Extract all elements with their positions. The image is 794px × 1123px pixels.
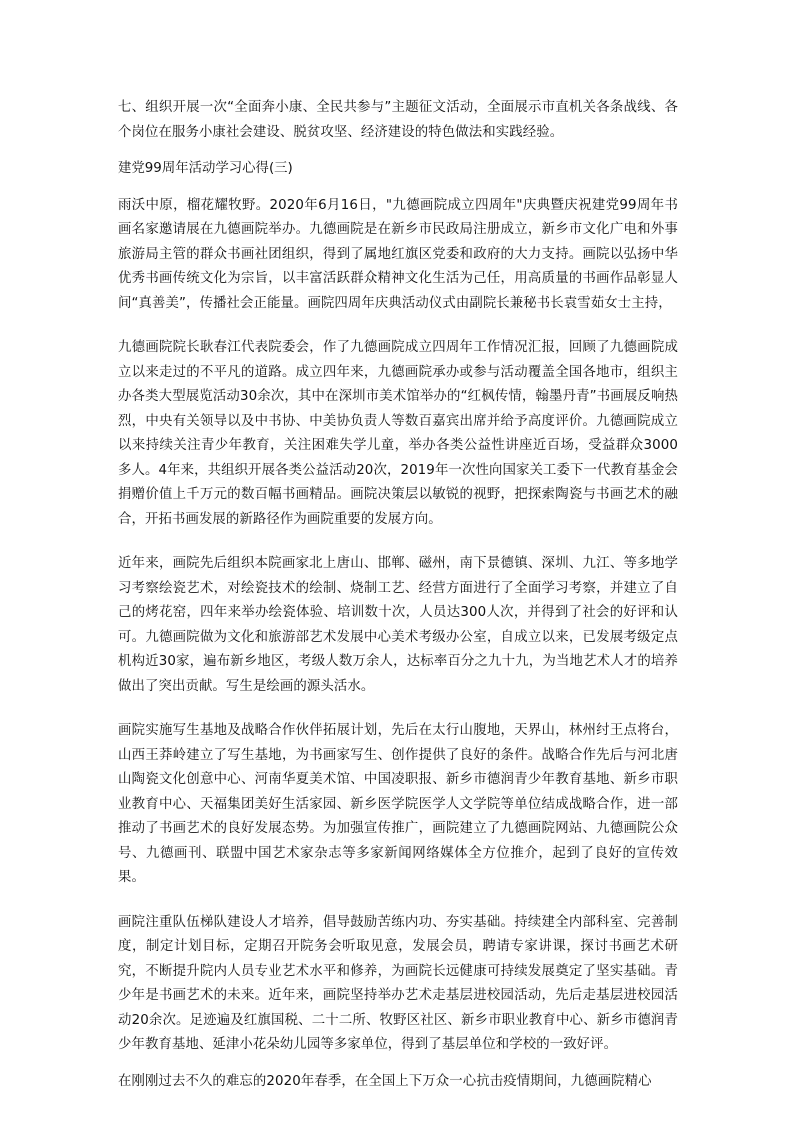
spacer xyxy=(118,699,678,719)
section-heading: 建党99周年活动学习心得(三) xyxy=(118,161,293,176)
spacer xyxy=(118,1058,678,1070)
paragraph-team-building: 画院注重队伍梯队建设人才培养，倡导鼓励苦练内功、夯实基础。持续建全内部科室、完善制度，制定计划目标，定期召开院务会听取见意，发展会员，聘请专家讲课，探讨书画艺术研究，不断提升院内人员专业艺术水平和修养，为画院长远健康可持续发展奠定了坚实基础。青少年是书画艺术的未来。近年来，画院坚持举办艺术走基层进校园活动，先后走基层进校园活动20余次。足迹遍及红旗国税、二十二所、牧野区社区、新乡市职业教育中心、新乡市德润青少年教育基地、延津小花朵幼儿园等多家单位，得到了基层单位和学校的一致好评。 xyxy=(118,914,678,1052)
spacer xyxy=(118,145,678,157)
paragraph-essay-activity: 七、组织开展一次“全面奔小康、全民共参与”主题征文活动，全面展示市直机关各条战线、各个岗位在服务小康社会建设、脱贫攻坚、经济建设的特色做法和实践经验。 xyxy=(118,100,678,140)
spacer xyxy=(118,891,678,911)
paragraph-intro: 雨沃中原，榴花耀牧野。2020年6月16日，"九德画院成立四周年"庆典暨庆祝建党99周年书画名家邀请展在九德画院举办。九德画院是在新乡市民政局注册成立，新乡市文化广电和外事旅游局主管的群众书画社团组织，得到了属地红旗区党委和政府的大力支持。画院以弘扬中华优秀书画传统文化为宗旨，以丰富活跃群众精神文化生活为己任，用高质量的书画作品彰显人间“真善美”，传播社会正能量。画院四周年庆典活动仪式由副院长兼秘书长袁雪茹女士主持， xyxy=(118,197,678,311)
paragraph-report: 九德画院院长耿春江代表院委会，作了九德画院成立四周年工作情况汇报，回顾了九德画院成立以来走过的不平凡的道路。成立四年来，九德画院承办或参与活动覆盖全国各地市，组织主办各类大型展览活动30余次，其中在深圳市美术馆举办的“红枫传情，翰墨丹青”书画展反响热烈，中央有关领导以及中书协、中美协负责人等数百嘉宾出席并给予高度评价。九德画院成立以来持续关注青少年教育，关注困难失学儿童，举办各类公益性讲座近百场，受益群众3000多人。4年来，共组织开展各类公益活动20次，2019年一次性向国家关工委下一代教育基金会捐赠价值上千万元的数百幅书画精品。画院决策层以敏锐的视野，把探索陶瓷与书画艺术的融合，开拓书画发展的新路径作为画院重要的发展方向。 xyxy=(118,340,678,527)
spacer xyxy=(118,316,678,336)
spacer xyxy=(118,532,678,552)
spacer xyxy=(118,182,678,194)
document-page xyxy=(118,96,678,1094)
paragraph-ceramics: 近年来，画院先后组织本院画家北上唐山、邯郸、磁州，南下景德镇、深圳、九江、等多地学习考察绘瓷艺术，对绘瓷技术的绘制、烧制工艺、经营方面进行了全面学习考察，并建立了自己的烤花窑，四年来举办绘瓷体验、培训数十次，人员达300人次，并得到了社会的好评和认可。九德画院做为文化和旅游部艺术发展中心美术考级办公室，自成立以来，已发展考级定点机构近30家，遍布新乡地区，考级人数万余人，达标率百分之九十九，为当地艺术人才的培养做出了突出贡献。写生是绘画的源头活水。 xyxy=(118,556,678,694)
paragraph-sketch-bases: 画院实施写生基地及战略合作伙伴拓展计划，先后在太行山腹地，天界山，林州纣王点将台，山西王莽岭建立了写生基地，为书画家写生、创作提供了良好的条件。战略合作先后与河北唐山陶瓷文化创意中心、河南华夏美术馆、中国凌职报、新乡市德润青少年教育基地、新乡市职业教育中心、天福集团美好生活家园、新乡医学院医学人文学院等单位结成战略合作，进一部推动了书画艺术的良好发展态势。为加强宣传推广，画院建立了九德画院网站、九德画院公众号、九德画刊、联盟中国艺术家杂志等多家新闻网络媒体全方位推介，起到了良好的宣传效果。 xyxy=(118,723,678,885)
paragraph-pandemic: 在刚刚过去不久的难忘的2020年春季，在全国上下万众一心抗击疫情期间，九德画院精心 xyxy=(118,1073,652,1089)
